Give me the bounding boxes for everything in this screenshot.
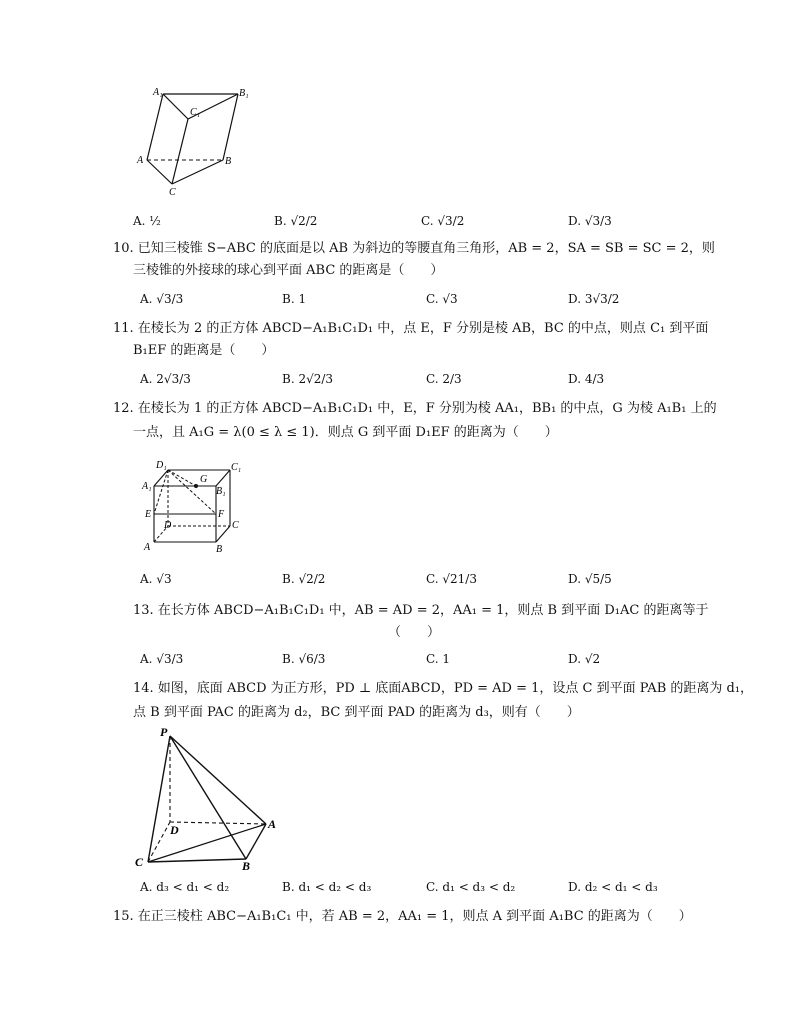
q13-option-b[interactable]: B. √6/3 [282,652,326,666]
cube-label-C: C [232,520,239,531]
q10-option-b[interactable]: B. 1 [282,292,307,306]
q9-option-a[interactable]: A. ½ [133,214,161,228]
q12-option-b[interactable]: B. √2/2 [282,572,326,586]
cube-label-D1: D₁ [156,460,167,471]
q12-option-d[interactable]: D. √5/5 [568,572,612,586]
label-B: B [225,156,232,167]
q13-option-a[interactable]: A. √3/3 [140,652,184,666]
cube-figure [140,458,250,558]
q11-text-line1: 11. 在棱长为 2 的正方体 ABCD−A₁B₁C₁D₁ 中，点 E，F 分别是棱 AB，BC 的中点，则点 C₁ 到平面 [113,321,709,336]
pyr-label-D: D [170,823,179,837]
cube-label-D: D [164,520,172,531]
q13-text-line1: 13. 在长方体 ABCD−A₁B₁C₁D₁ 中，AB = AD = 2，AA₁ = 1，则点 B 到平面 D₁AC 的距离等于 [133,603,709,618]
pyr-label-B: B [242,859,251,872]
q14-option-d[interactable]: D. d₂ < d₁ < d₃ [568,880,658,894]
label-A: A [137,155,144,166]
cube-label-A: A [144,542,151,553]
label-C: C [169,187,176,198]
pyr-label-P: P [160,725,168,739]
q11-option-d[interactable]: D. 4/3 [568,372,605,386]
cube-label-G: G [200,474,208,485]
q10-option-c[interactable]: C. √3 [426,292,458,306]
q10-option-a[interactable]: A. √3/3 [140,292,184,306]
q10-text-line1: 10. 已知三棱锥 S−ABC 的底面是以 AB 为斜边的等腰直角三角形，AB = 2，SA = SB = SC = 2，则 [113,241,715,256]
cube-label-A1: A₁ [142,481,152,492]
label-B1: B₁ [239,88,249,99]
q14-option-a[interactable]: A. d₃ < d₁ < d₂ [140,880,230,894]
cube-label-E: E [145,509,152,520]
cube-label-C1: C₁ [231,462,242,473]
q14-option-c[interactable]: C. d₁ < d₃ < d₂ [426,880,516,894]
pyr-label-C: C [135,855,144,869]
prism-figure [135,84,265,199]
q9-option-c[interactable]: C. √3/2 [421,214,465,228]
q11-option-c[interactable]: C. 2/3 [426,372,462,386]
q11-text-line2: B₁EF 的距离是（ ） [133,343,275,358]
q13-option-c[interactable]: C. 1 [426,652,451,666]
q12-option-c[interactable]: C. √21/3 [426,572,477,586]
cube-label-F: F [218,509,225,520]
pyr-label-A: A [268,817,277,831]
q12-option-a[interactable]: A. √3 [140,572,172,586]
q12-text-line1: 12. 在棱长为 1 的正方体 ABCD−A₁B₁C₁D₁ 中，E，F 分别为棱 AA₁，BB₁ 的中点，G 为棱 A₁B₁ 上的 [113,401,717,416]
label-A1: A₁ [153,87,163,98]
q11-option-b[interactable]: B. 2√2/3 [282,372,334,386]
q13-text-line2: （ ） [388,625,441,640]
q9-option-b[interactable]: B. √2/2 [274,214,318,228]
pyramid-figure [130,724,280,872]
cube-label-B: B [216,544,223,555]
q10-option-d[interactable]: D. 3√3/2 [568,292,620,306]
cube-label-B1: B₁ [216,486,226,497]
q14-text-line2: 点 B 到平面 PAC 的距离为 d₂，BC 到平面 PAD 的距离为 d₃，则有（ ） [133,705,580,720]
q12-text-line2: 一点，且 A₁G = λ(0 ≤ λ ≤ 1)．则点 G 到平面 D₁EF 的距离为（ ） [133,425,558,440]
q10-text-line2: 三棱锥的外接球的球心到平面 ABC 的距离是（ ） [133,263,444,278]
q13-option-d[interactable]: D. √2 [568,652,601,666]
q9-option-d[interactable]: D. √3/3 [568,214,612,228]
q14-text-line1: 14. 如图，底面 ABCD 为正方形，PD ⊥ 底面ABCD，PD = AD = 1，设点 C 到平面 PAB 的距离为 d₁， [133,681,754,696]
q11-option-a[interactable]: A. 2√3/3 [140,372,191,386]
q14-option-b[interactable]: B. d₁ < d₂ < d₃ [282,880,372,894]
q15-text-line1: 15. 在正三棱柱 ABC−A₁B₁C₁ 中，若 AB = 2，AA₁ = 1，则点 A 到平面 A₁BC 的距离为（ ） [113,909,692,924]
label-C1: C₁ [190,107,201,118]
